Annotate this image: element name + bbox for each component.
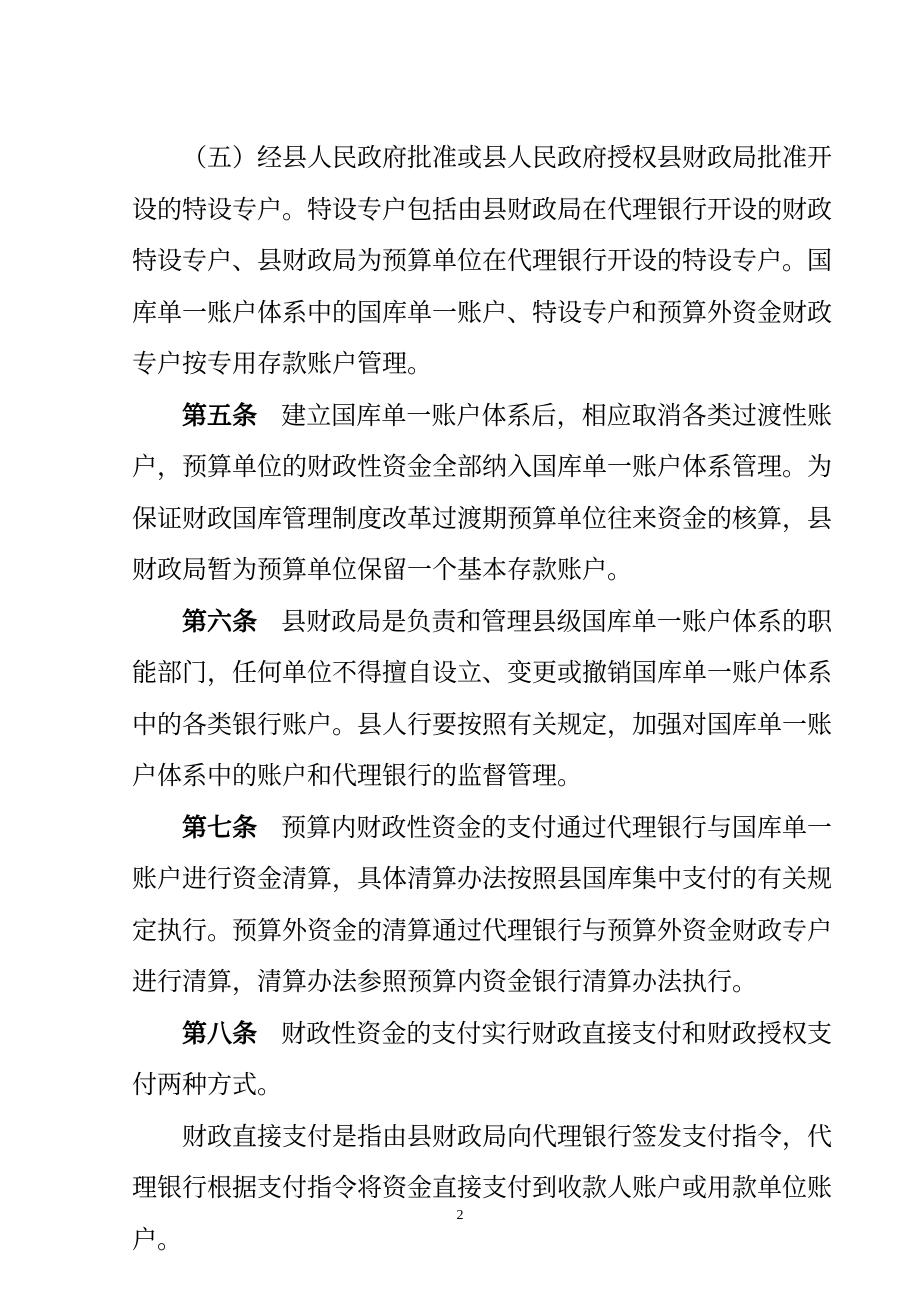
paragraph-article-5 (132, 390, 832, 596)
paragraph-text: （五）经县人民政府批准或县人民政府授权县财政局批准开设的特设专户。特设专户包括由县财政局在代理银行开设的财政特设专户、县财政局为预算单位在代理银行开设的特设专户。国库单一账户体系中的国库单一账户、特设专户和预算外资金财政专户按专用存款账户管理。 (132, 143, 833, 378)
document-body (132, 132, 832, 1265)
paragraph-text: 县财政局是负责和管理县级国库单一账户体系的职能部门，任何单位不得擅自设立、变更或撤销国库单一账户体系中的各类银行账户。县人行要按照有关规定，加强对国库单一账户体系中的账户和代理银行的监督管理。 (132, 606, 833, 790)
paragraph-article-7 (132, 802, 832, 1008)
paragraph-direct-payment (132, 1111, 832, 1266)
paragraph-article-8 (132, 1008, 832, 1111)
paragraph-text: 建立国库单一账户体系后，相应取消各类过渡性账户，预算单位的财政性资金全部纳入国库单一账户体系管理。为保证财政国库管理制度改革过渡期预算单位往来资金的核算，县财政局暂为预算单位保留一个基本存款账户。 (132, 400, 833, 584)
paragraph-text: 财政性资金的支付实行财政直接支付和财政授权支付两种方式。 (132, 1018, 832, 1099)
article-heading: 第五条 (182, 400, 258, 430)
page-number: 2 (456, 1208, 464, 1223)
paragraph-special-accounts (132, 132, 832, 390)
article-heading: 第八条 (182, 1018, 258, 1048)
paragraph-article-6 (132, 596, 832, 802)
paragraph-text: 财政直接支付是指由县财政局向代理银行签发支付指令，代理银行根据支付指令将资金直接支付到收款人账户或用款单位账户。 (132, 1121, 833, 1254)
article-heading: 第六条 (182, 606, 258, 636)
article-heading: 第七条 (182, 812, 258, 842)
paragraph-text: 预算内财政性资金的支付通过代理银行与国库单一账户进行资金清算，具体清算办法按照县国库集中支付的有关规定执行。预算外资金的清算通过代理银行与预算外资金财政专户进行清算，清算办法参照预算内资金银行清算办法执行。 (132, 812, 833, 996)
